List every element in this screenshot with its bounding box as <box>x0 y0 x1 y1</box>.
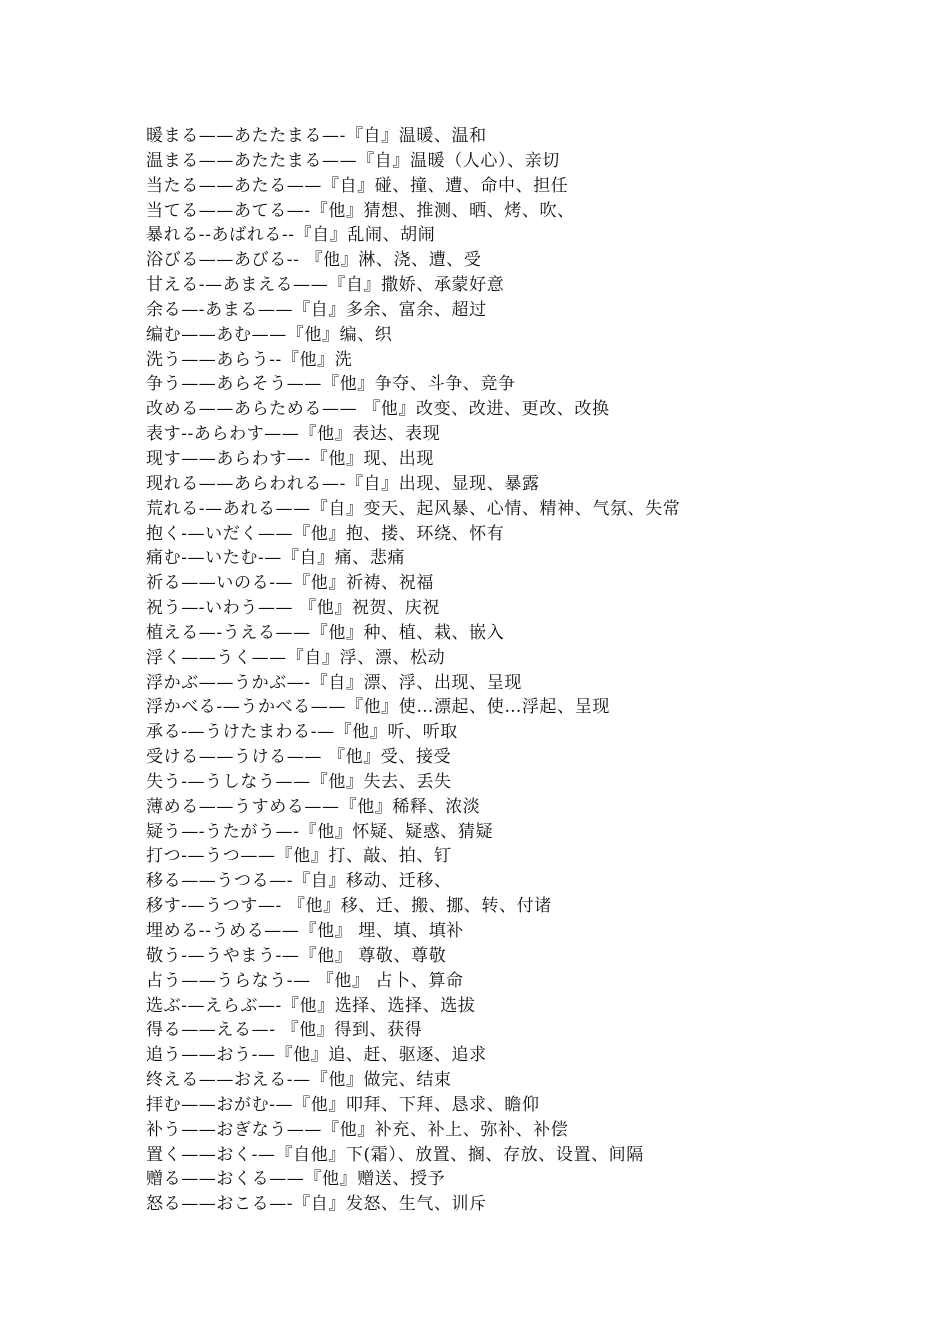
vocab-entry: 表す--あらわす——『他』表达、表现 <box>146 424 441 445</box>
vocab-entry: 受ける——うける—— 『他』受、接受 <box>146 747 452 768</box>
vocab-entry: 移る——うつる—-『自』移动、迁移、 <box>146 871 452 892</box>
vocab-entry: 改める——あらためる—— 『他』改变、改进、更改、改换 <box>146 399 610 420</box>
vocab-entry: 失う-—うしなう——『他』失去、丢失 <box>146 771 452 792</box>
vocab-entry: 终える——おえる-—『他』做完、结束 <box>146 1070 452 1091</box>
vocab-entry: 当たる——あたる——『自』碰、撞、遭、命中、担任 <box>146 175 569 196</box>
vocab-entry: 得る——える—- 『他』得到、获得 <box>146 1020 423 1041</box>
vocab-entry: 疑う—-うたがう—-『他』怀疑、疑惑、猜疑 <box>146 821 494 842</box>
vocab-entry: 移す-—うつす—- 『他』移、迁、搬、挪、转、付诸 <box>146 896 552 917</box>
vocab-entry: 当てる——あてる—-『他』猜想、推测、晒、烤、吹、 <box>146 200 575 221</box>
vocab-entry: 浮かぶ——うかぶ—-『自』漂、浮、出现、呈现 <box>146 672 522 693</box>
vocab-entry: 浮く——うく——『自』浮、漂、松动 <box>146 647 446 668</box>
vocab-entry: 承る-—うけたまわる-—『他』听、听取 <box>146 722 458 743</box>
vocab-entry: 编む——あむ——『他』编、织 <box>146 324 393 345</box>
vocab-entry: 祝う—-いわう—— 『他』祝贺、庆祝 <box>146 598 440 619</box>
vocab-entry: 敬う-—うやまう-—『他』 尊敬、尊敬 <box>146 945 447 966</box>
vocabulary-list <box>146 124 680 1217</box>
vocab-entry: 拝む——おがむ-—『他』叩拜、下拜、恳求、瞻仰 <box>146 1094 540 1115</box>
vocab-entry: 打つ-—うつ——『他』打、敲、拍、钉 <box>146 846 452 867</box>
vocab-entry: 现す——あらわす—-『他』现、出现 <box>146 448 434 469</box>
vocab-entry: 余る—-あまる——『自』多余、富余、超过 <box>146 299 487 320</box>
vocab-entry: 植える—-うえる——『他』种、植、栽、嵌入 <box>146 622 505 643</box>
vocab-entry: 温まる——あたたまる——『自』温暖（人心）、亲切 <box>146 150 560 171</box>
vocab-entry: 痛む-—いたむ-—『自』痛、悲痛 <box>146 548 406 569</box>
vocab-entry: 置く——おく-—『自他』下(霜）、放置、搁、存放、设置、间隔 <box>146 1144 644 1165</box>
vocab-entry: 荒れる-—あれる——『自』变天、起风暴、心情、精神、气氛、失常 <box>146 498 681 519</box>
vocab-entry: 甘える-—あまえる——『自』撒娇、承蒙好意 <box>146 275 505 296</box>
vocab-entry: 选ぶ-—えらぶ—-『他』选择、选择、选拔 <box>146 995 476 1016</box>
vocab-entry: 占う——うらなう-— 『他』 占卜、算命 <box>146 970 464 991</box>
vocab-entry: 补う——おぎなう——『他』补充、补上、弥补、补偿 <box>146 1119 569 1140</box>
vocab-entry: 浴びる——あびる-- 『他』淋、浇、遭、受 <box>146 250 482 271</box>
vocab-entry: 洗う——あらう--『他』洗 <box>146 349 353 370</box>
vocab-entry: 埋める--うめる——『他』 埋、填、填补 <box>146 921 464 941</box>
vocab-entry: 赠る——おくる——『他』赠送、授予 <box>146 1169 446 1190</box>
vocab-entry: 追う——おう-—『他』追、赶、驱逐、追求 <box>146 1045 487 1066</box>
vocab-entry: 浮かべる-—うかべる——『他』使…漂起、使…浮起、呈现 <box>146 697 610 718</box>
vocab-entry: 现れる——あらわれる—-『自』出现、显现、暴露 <box>146 473 540 494</box>
vocab-entry: 薄める——うすめる——『他』稀释、浓淡 <box>146 796 481 817</box>
vocab-entry: 暴れる--あばれる--『自』乱闹、胡闹 <box>146 225 436 246</box>
vocab-entry: 怒る——おこる—-『自』发怒、生气、训斥 <box>146 1194 487 1215</box>
vocab-entry: 抱く-—いだく——『他』抱、搂、环绕、怀有 <box>146 523 505 544</box>
vocab-entry: 暖まる——あたたまる—-『自』温暖、温和 <box>146 126 487 146</box>
vocab-entry: 争う——あらそう——『他』争夺、斗争、竞争 <box>146 374 516 395</box>
vocab-entry: 祈る——いのる-—『他』祈祷、祝福 <box>146 573 434 594</box>
